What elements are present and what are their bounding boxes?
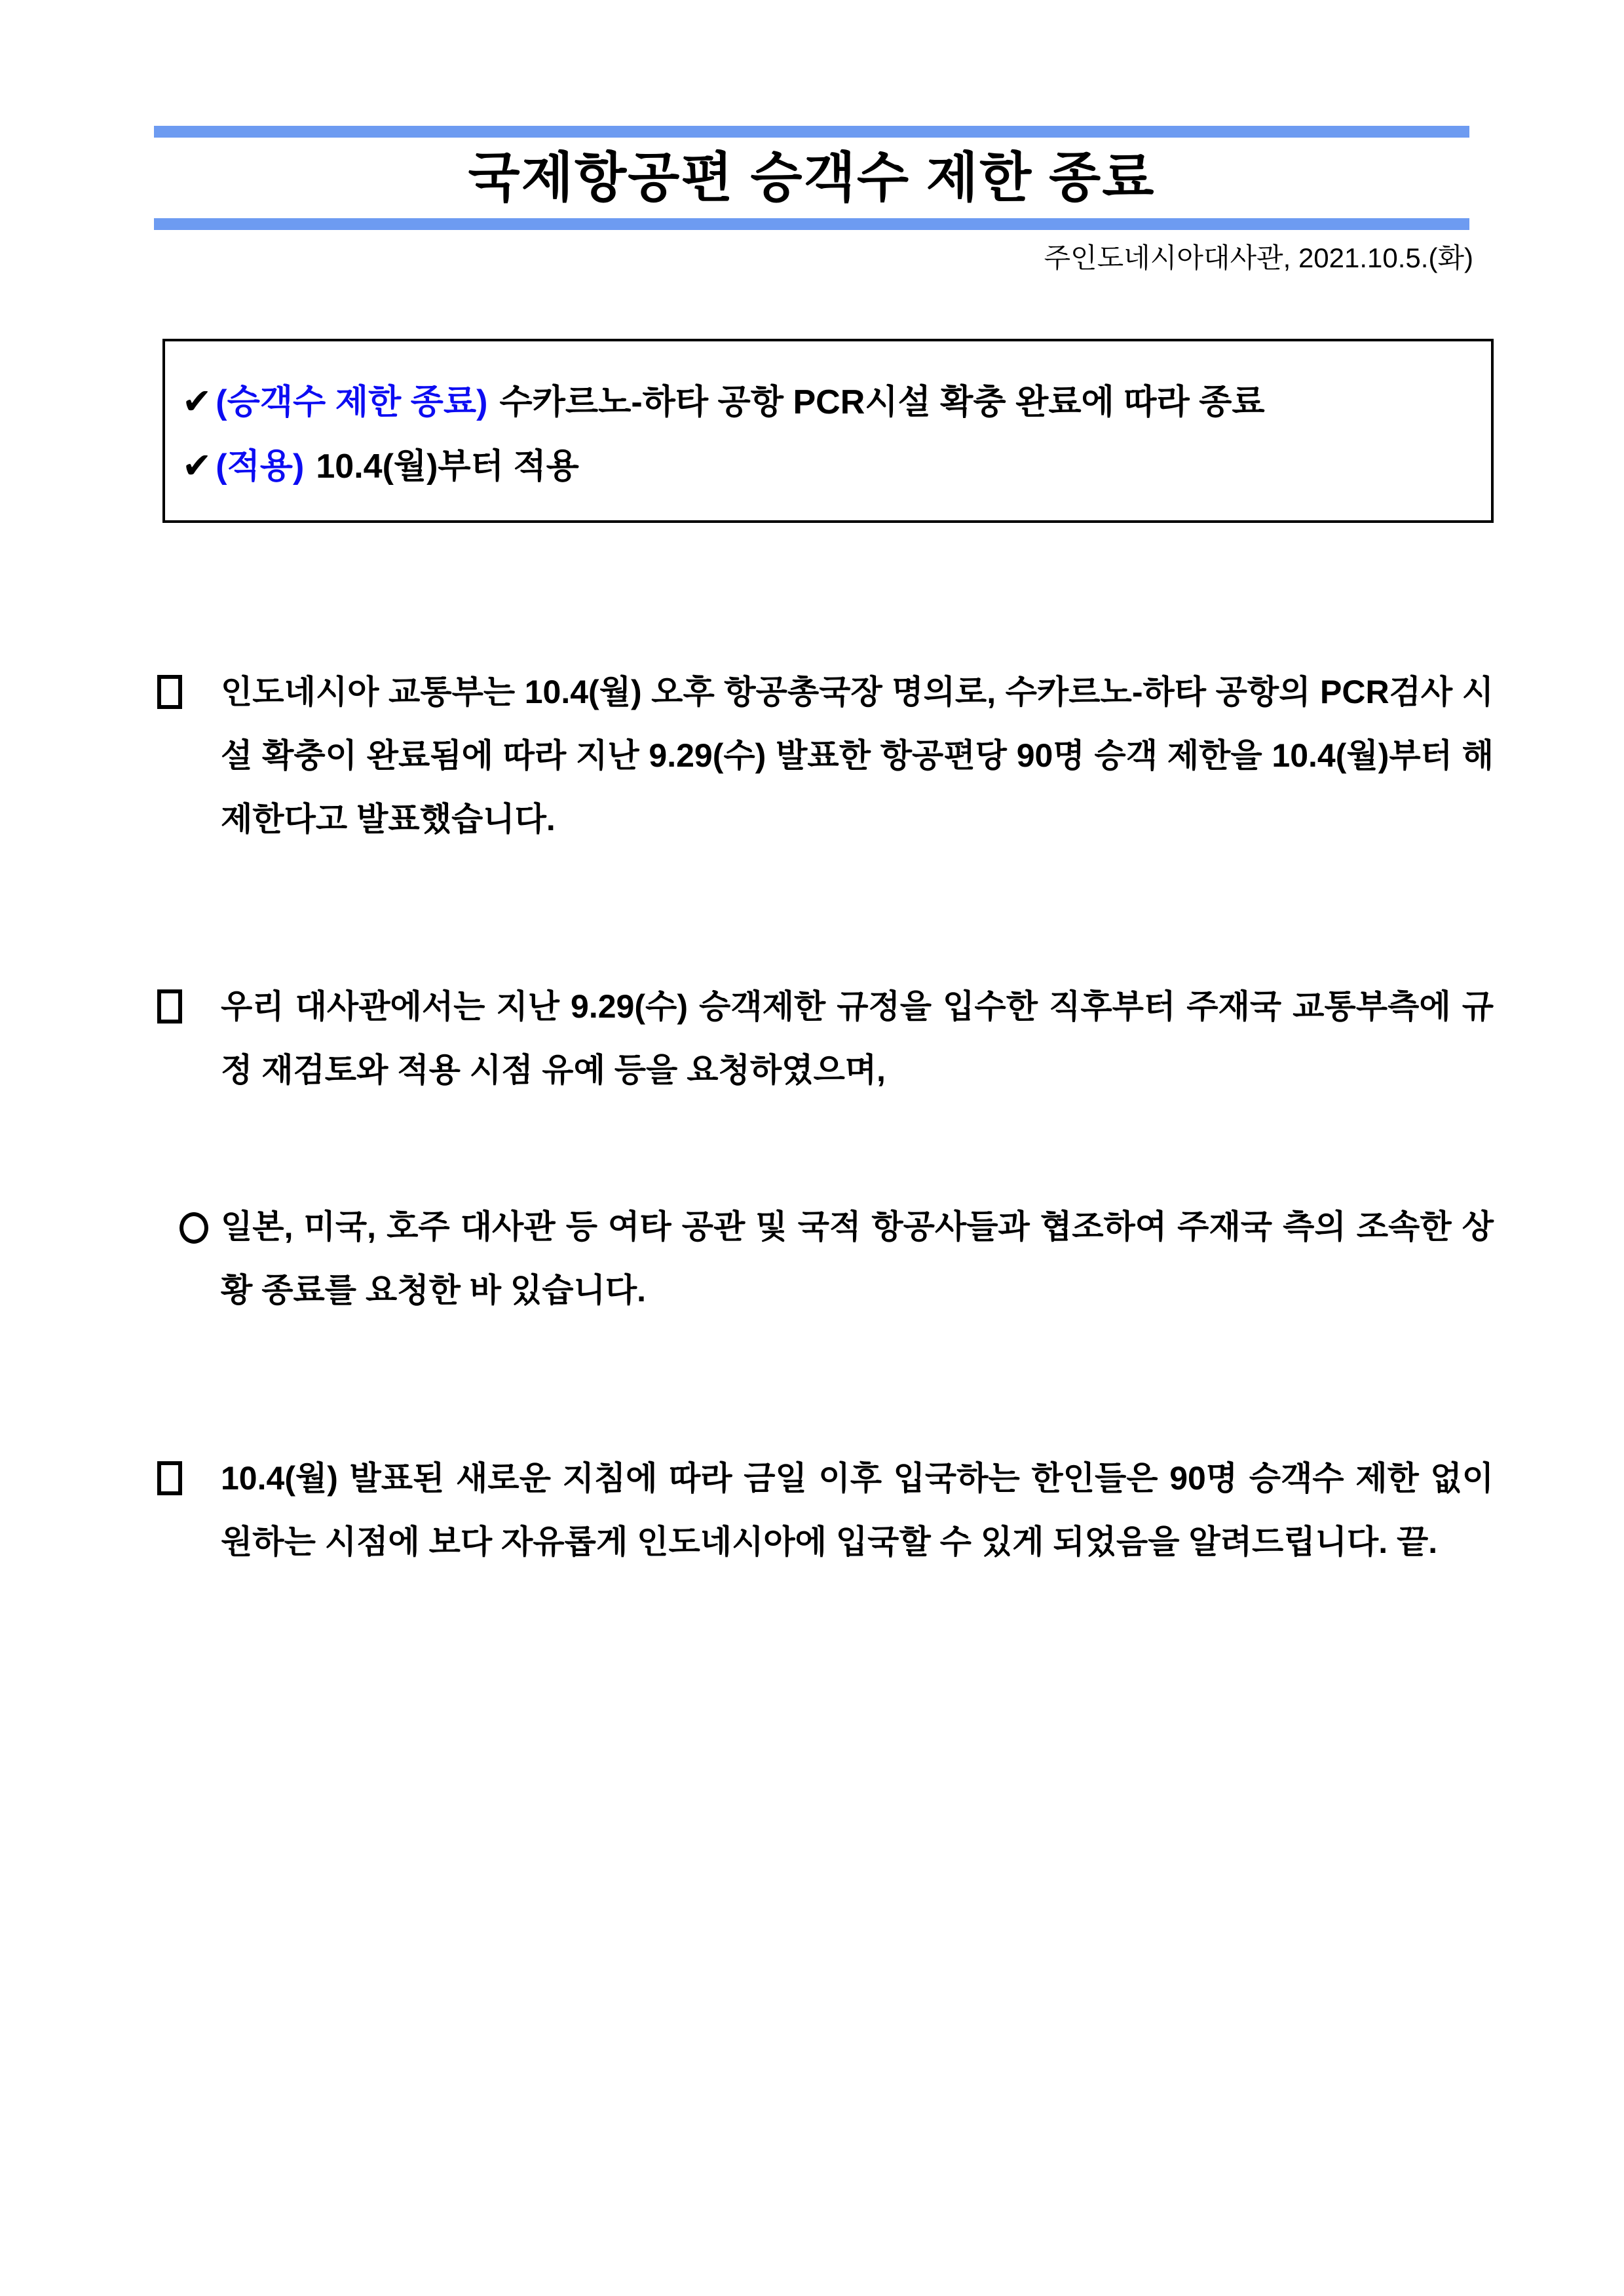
square-bullet-icon [157,989,182,1024]
summary-label: (적용) [216,448,305,486]
paragraph-text: 인도네시아 교통부는 10.4(월) 오후 항공총국장 명의로, 수카르노-하타 공항의 PCR검사 시설 확충이 완료됨에 따라 지난 9.29(수) 발표한 항공편당 90명 승객 제한을 10.4(월)부터 해제한다고 발표했습니다. [221,674,1494,837]
summary-label: (승객수 제한 종료) [216,383,488,421]
summary-text: 10.4(월)부터 적용 [316,448,579,486]
square-bullet-icon [157,1461,182,1495]
check-icon: ✔ [182,382,212,421]
summary-item [182,370,1475,434]
page-title: 국제항공편 승객수 제한 종료 [468,148,1156,208]
title-accent-bar-top [154,126,1469,138]
check-icon: ✔ [182,446,212,486]
summary-text: 수카르노-하타 공항 PCR시설 확충 완료에 따라 종료 [499,383,1265,421]
paragraph-text: 우리 대사관에서는 지난 9.29(수) 승객제한 규정을 입수한 직후부터 주재국 교통부측에 규정 재검토와 적용 시점 유예 등을 요청하였으며, [221,988,1494,1088]
paragraph [152,1447,1494,1574]
paragraph [152,1195,1494,1322]
square-bullet-icon [157,675,182,709]
circle-bullet-icon [179,1212,208,1244]
summary-box [162,339,1494,523]
paragraph-text: 10.4(월) 발표된 새로운 지침에 따라 금일 이후 입국하는 한인들은 90명 승객수 제한 없이 원하는 시점에 보다 자유롭게 인도네시아에 입국할 수 있게 되었음을 알려드립니다. 끝. [221,1460,1494,1560]
summary-item [182,434,1475,499]
byline: 주인도네시아대사관, 2021.10.5.(화) [1044,242,1473,273]
paragraph [152,660,1494,851]
paragraph [152,975,1494,1102]
paragraph-text: 일본, 미국, 호주 대사관 등 여타 공관 및 국적 항공사들과 협조하여 주재국 측의 조속한 상황 종료를 요청한 바 있습니다. [221,1208,1494,1309]
title-accent-bar-bottom [154,218,1469,230]
